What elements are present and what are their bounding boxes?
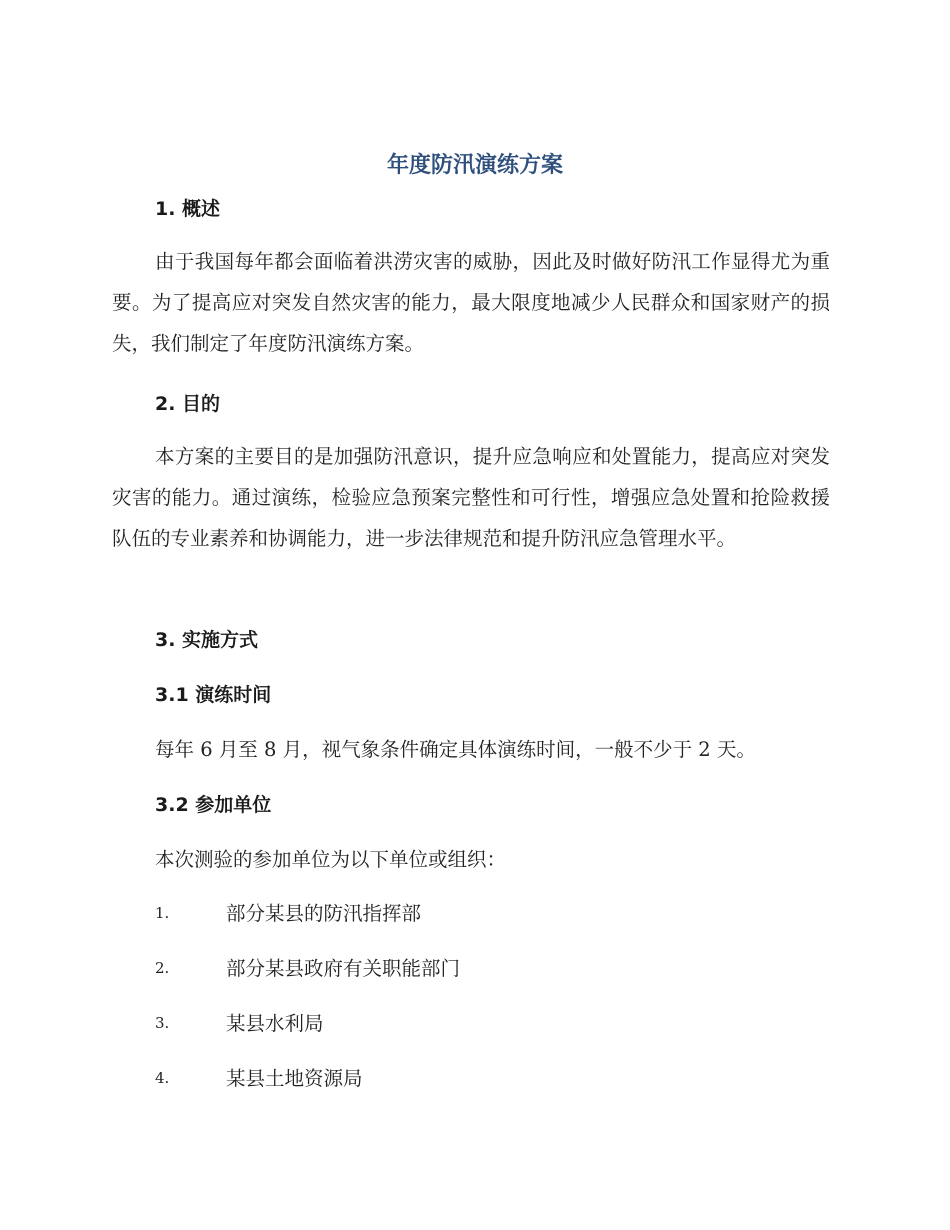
section-heading-purpose: 2. 目的 <box>155 393 221 415</box>
section-heading-implementation: 3. 实施方式 <box>155 629 259 651</box>
list-item-number: 4. <box>155 1069 170 1087</box>
list-item-text: 某县水利局 <box>226 1012 324 1035</box>
subsection-heading-participants: 3.2 参加单位 <box>155 794 272 816</box>
list-item-number: 3. <box>155 1014 170 1032</box>
list-item-number: 1. <box>155 904 170 922</box>
list-item-text: 某县土地资源局 <box>226 1067 363 1090</box>
list-item-text: 部分某县的防汛指挥部 <box>226 902 422 925</box>
purpose-paragraph: 本方案的主要目的是加强防汛意识，提升应急响应和处置能力，提高应对突发灾害的能力。通过演练，检验应急预案完整性和可行性，增强应急处置和抢险救援队伍的专业素养和协调能力，进一步法律规范和提升防汛应急管理水平。 <box>112 445 830 550</box>
participants-intro-text: 本次测验的参加单位为以下单位或组织： <box>155 848 507 871</box>
document-title: 年度防汛演练方案 <box>386 153 563 178</box>
list-item-text: 部分某县政府有关职能部门 <box>226 957 461 980</box>
drill-time-text: 每年 6 月至 8 月，视气象条件确定具体演练时间，一般不少于 2 天。 <box>155 738 756 761</box>
section-heading-overview: 1. 概述 <box>155 198 221 220</box>
list-item-number: 2. <box>155 959 170 977</box>
overview-paragraph: 由于我国每年都会面临着洪涝灾害的威胁，因此及时做好防汛工作显得尤为重要。为了提高应对突发自然灾害的能力，最大限度地减少人民群众和国家财产的损失，我们制定了年度防汛演练方案。 <box>112 250 830 355</box>
subsection-heading-drill-time: 3.1 演练时间 <box>155 684 272 706</box>
